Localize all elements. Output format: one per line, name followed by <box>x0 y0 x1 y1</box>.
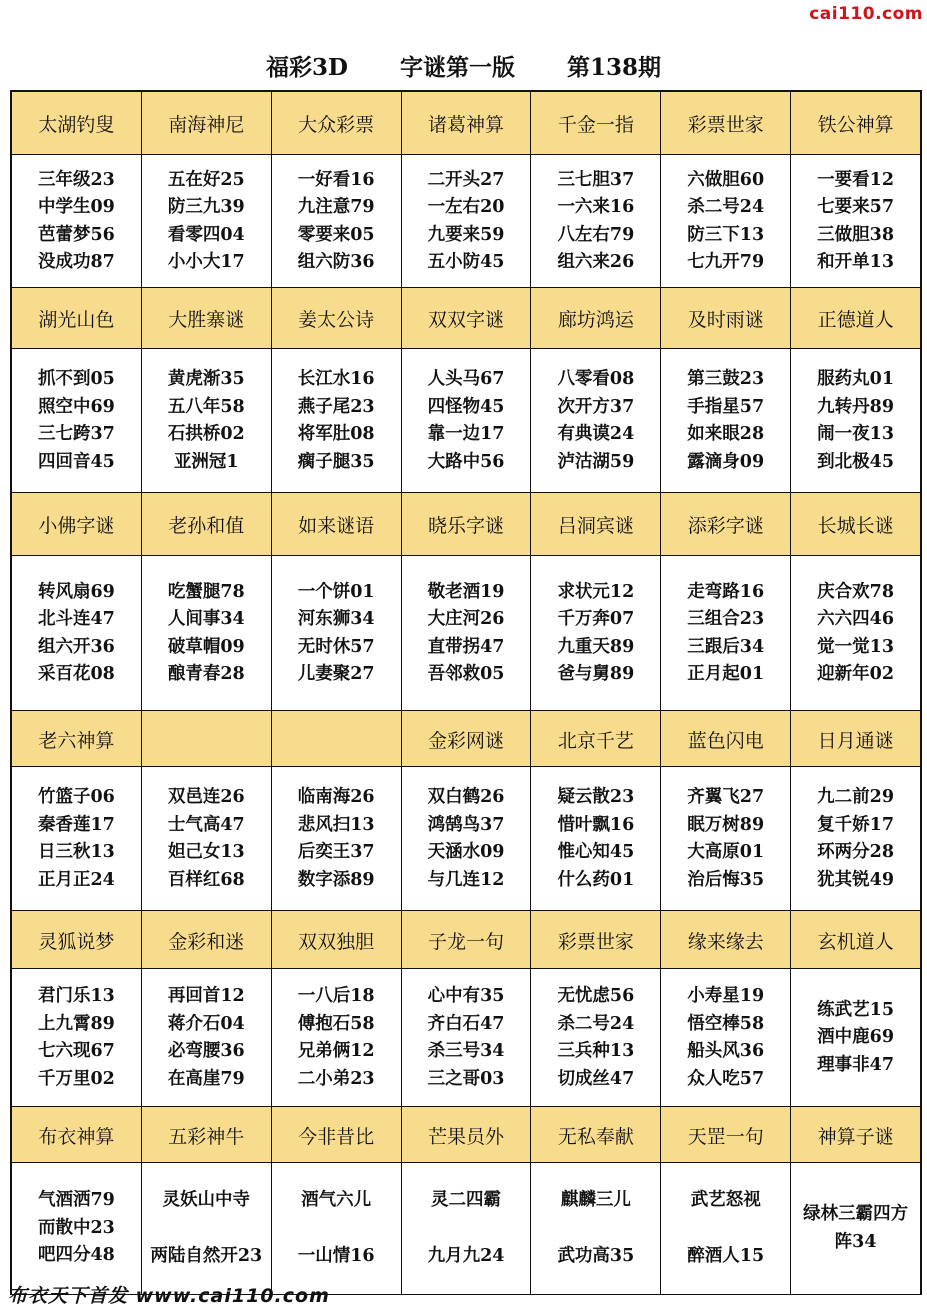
riddle-cell <box>142 767 272 911</box>
column-title: 老孙和值 <box>142 493 272 556</box>
footer-watermark: 布衣天下首发 www.cai110.com <box>8 1285 330 1307</box>
column-title: 铁公神算 <box>817 113 894 136</box>
riddle-line: 船头风36 <box>687 1041 765 1061</box>
riddle-line: 泸沽湖59 <box>557 451 635 472</box>
riddle-cell <box>791 1163 920 1294</box>
riddle-cell <box>142 556 272 711</box>
riddle-line: 五八年58 <box>167 396 245 417</box>
riddle-cell <box>531 969 661 1107</box>
riddle-line: 将军肚08 <box>297 424 375 444</box>
riddle-line: 无忧虑56 <box>557 986 635 1006</box>
riddle-line: 五小防45 <box>427 252 505 272</box>
riddle-line: 服药丸01 <box>817 369 895 389</box>
riddle-cell <box>402 969 532 1107</box>
riddle-line: 敬老酒19 <box>427 581 505 602</box>
riddle-line: 复千娇17 <box>817 814 895 835</box>
riddle-line: 杀二号24 <box>687 197 765 217</box>
riddle-cell <box>791 767 920 911</box>
riddle-line: 傅抱石58 <box>297 1013 375 1034</box>
riddle-line: 中学生09 <box>38 197 115 217</box>
title-row <box>12 92 920 154</box>
riddle-line: 防三九39 <box>167 197 245 217</box>
riddle-line: 灵二四霸 <box>431 1190 501 1210</box>
riddle-cell <box>531 556 661 711</box>
site-logo: cai110.com <box>809 4 923 24</box>
riddle-line: 阵34 <box>834 1231 877 1252</box>
riddle-line: 一好看16 <box>297 169 375 190</box>
riddle-line: 犹其锐49 <box>817 869 895 890</box>
riddle-line: 妲己女13 <box>167 842 245 862</box>
riddle-line: 小小大17 <box>167 252 245 272</box>
riddle-line: 一六来16 <box>557 197 635 217</box>
riddle-line: 日三秋13 <box>38 842 115 862</box>
riddle-line: 第三鼓23 <box>687 369 765 389</box>
riddle-row <box>12 968 920 1107</box>
riddle-line: 三跟后34 <box>687 636 765 657</box>
column-title: 廊坊鸿运 <box>531 288 661 349</box>
riddle-line: 八零看08 <box>557 369 635 389</box>
column-title: 太湖钓叟 <box>12 92 142 154</box>
riddle-line: 闹一夜13 <box>817 424 895 444</box>
riddle-line: 惜叶飘16 <box>557 814 635 835</box>
riddle-line: 悲风扫13 <box>297 814 375 835</box>
riddle-line: 三组合23 <box>687 609 765 629</box>
riddle-line: 灵妖山中寺 <box>162 1190 251 1210</box>
riddle-line: 转风扇69 <box>38 581 115 602</box>
riddle-line: 如来眼28 <box>687 424 765 444</box>
riddle-line: 而散中23 <box>38 1217 115 1238</box>
column-title: 添彩字谜 <box>661 493 791 556</box>
riddle-line: 气酒洒79 <box>38 1190 115 1211</box>
riddle-line: 临南海26 <box>297 787 375 807</box>
riddle-line: 大庄河26 <box>427 609 505 629</box>
title-row <box>12 287 920 349</box>
title-row <box>12 910 920 969</box>
riddle-line: 一八后18 <box>297 986 375 1006</box>
riddle-cell <box>142 969 272 1107</box>
column-title: 大胜寨谜 <box>142 288 272 349</box>
riddle-cell <box>142 1163 272 1294</box>
riddle-line: 正月正24 <box>38 869 115 890</box>
riddle-line: 河东狮34 <box>297 609 375 629</box>
riddle-line: 亚洲冠1 <box>173 451 239 472</box>
riddle-line: 直带拐47 <box>427 636 505 657</box>
column-title: 北京千艺 <box>531 711 661 767</box>
riddle-line: 悟空棒58 <box>687 1013 765 1034</box>
title-row <box>12 710 920 767</box>
riddle-row <box>12 154 920 288</box>
column-title: 晓乐字谜 <box>402 493 532 556</box>
riddle-cell <box>661 556 791 711</box>
riddle-cell <box>402 1163 532 1294</box>
column-title: 子龙一句 <box>402 911 532 969</box>
column-title: 布衣神算 <box>12 1107 142 1163</box>
column-title: 五彩神牛 <box>142 1107 272 1163</box>
issue-number: 第138期 <box>566 54 661 81</box>
riddle-cell <box>791 556 920 711</box>
riddle-line: 醉酒人15 <box>687 1245 765 1266</box>
riddle-row <box>12 555 920 711</box>
column-title <box>272 711 402 767</box>
riddle-line: 绿林三霸四方 <box>803 1204 909 1224</box>
riddle-row <box>12 766 920 911</box>
riddle-line: 齐翼飞27 <box>687 787 765 807</box>
column-title: 蓝色闪电 <box>661 711 791 767</box>
riddle-line: 小寿星19 <box>687 986 765 1006</box>
column-title: 如来谜语 <box>272 493 402 556</box>
riddle-cell <box>402 767 532 911</box>
column-title: 诸葛神算 <box>402 92 532 154</box>
riddle-line: 大路中56 <box>427 451 505 472</box>
riddle-line: 照空中69 <box>38 396 115 417</box>
riddle-line: 无时休57 <box>297 636 375 657</box>
riddle-line: 君门乐13 <box>38 986 115 1006</box>
riddle-line: 采百花08 <box>38 664 115 684</box>
riddle-line: 一要看12 <box>817 169 895 190</box>
riddle-cell <box>531 155 661 288</box>
column-title: 双双字谜 <box>402 288 532 349</box>
title-row <box>12 1106 920 1163</box>
riddle-line: 七九开79 <box>687 252 765 272</box>
column-title: 无私奉献 <box>531 1107 661 1163</box>
riddle-line: 数字添89 <box>297 869 375 890</box>
riddle-line: 酿青春28 <box>167 664 245 684</box>
riddle-line: 双邑连26 <box>167 787 245 807</box>
riddle-line: 三兵种13 <box>557 1041 635 1061</box>
column-title: 彩票世家 <box>661 92 791 154</box>
riddle-line: 惟心知45 <box>557 842 635 862</box>
riddle-line: 再回首12 <box>167 986 245 1006</box>
column-title: 日月通谜 <box>817 729 894 752</box>
column-title: 金彩网谜 <box>402 711 532 767</box>
riddle-line: 练武艺15 <box>817 999 895 1020</box>
riddle-line: 四怪物45 <box>427 396 505 417</box>
riddle-line: 破草帽09 <box>167 636 245 657</box>
riddle-line: 理事非47 <box>817 1054 895 1075</box>
riddle-line: 环两分28 <box>817 842 895 862</box>
riddle-line: 手指星57 <box>687 396 765 417</box>
riddle-cell <box>402 155 532 288</box>
riddle-line: 三之哥03 <box>427 1068 505 1089</box>
riddle-cell <box>272 155 402 288</box>
riddle-line: 爸与舅89 <box>557 664 635 684</box>
column-title: 湖光山色 <box>12 288 142 349</box>
riddle-line: 二小弟23 <box>297 1068 375 1089</box>
riddle-line: 有典谟24 <box>557 424 635 444</box>
riddle-grid <box>10 90 922 1295</box>
riddle-line: 长江水16 <box>297 369 375 389</box>
column-title: 天罡一句 <box>661 1107 791 1163</box>
edition-title: 字谜第一版 <box>399 54 515 81</box>
lottery-name: 福彩3D <box>266 54 348 81</box>
riddle-line: 心中有35 <box>427 986 505 1006</box>
riddle-line: 两陆自然开23 <box>150 1245 263 1266</box>
page-header <box>0 50 927 86</box>
column-title: 缘来缘去 <box>661 911 791 969</box>
title-row <box>12 492 920 556</box>
riddle-cell <box>791 349 920 493</box>
column-title: 长城长谜 <box>817 515 894 537</box>
riddle-line: 燕子尾23 <box>297 396 375 417</box>
riddle-line: 没成功87 <box>38 252 115 272</box>
column-title: 小佛字谜 <box>12 493 142 556</box>
column-title: 老六神算 <box>12 711 142 767</box>
riddle-line: 组六开36 <box>38 636 115 657</box>
column-title <box>142 711 272 767</box>
riddle-line: 防三下13 <box>687 224 765 245</box>
riddle-line: 人头马67 <box>427 369 505 389</box>
riddle-cell <box>12 155 142 288</box>
riddle-line: 吧四分48 <box>38 1245 115 1266</box>
riddle-cell <box>661 155 791 288</box>
riddle-cell <box>12 349 142 493</box>
riddle-line: 三七胆37 <box>557 169 635 190</box>
column-title: 千金一指 <box>531 92 661 154</box>
column-title: 金彩和迷 <box>142 911 272 969</box>
riddle-line: 齐白石47 <box>427 1013 505 1034</box>
riddle-line: 五在好25 <box>167 169 245 190</box>
riddle-line: 求状元12 <box>557 581 635 602</box>
riddle-line: 秦香莲17 <box>38 814 115 835</box>
riddle-line: 酒中鹿69 <box>817 1027 895 1048</box>
column-title: 玄机道人 <box>817 930 894 953</box>
riddle-cell <box>272 969 402 1107</box>
riddle-line: 疑云散23 <box>557 787 635 807</box>
riddle-line: 庆合欢78 <box>817 581 895 602</box>
riddle-line: 蒋介石04 <box>167 1013 245 1034</box>
column-title: 芒果员外 <box>402 1107 532 1163</box>
riddle-line: 麒麟三儿 <box>560 1190 631 1210</box>
riddle-line: 组六防36 <box>297 252 375 272</box>
riddle-line: 走弯路16 <box>687 581 765 602</box>
column-title: 南海神尼 <box>142 92 272 154</box>
riddle-line: 吃蟹腿78 <box>167 581 245 602</box>
riddle-line: 上九霄89 <box>38 1013 115 1034</box>
riddle-cell <box>791 155 920 288</box>
riddle-line: 四回音45 <box>38 451 115 472</box>
riddle-cell <box>142 155 272 288</box>
riddle-line: 二开头27 <box>427 169 505 190</box>
riddle-line: 觉一觉13 <box>817 636 895 657</box>
riddle-row <box>12 348 920 493</box>
riddle-line: 三七跨37 <box>38 424 115 444</box>
riddle-line: 六做胆60 <box>687 169 765 190</box>
riddle-line: 露滴身09 <box>687 451 765 472</box>
column-title: 姜太公诗 <box>272 288 402 349</box>
column-title: 灵狐说梦 <box>12 911 142 969</box>
riddle-line: 天涵水09 <box>427 842 505 862</box>
riddle-cell <box>661 1163 791 1294</box>
riddle-line: 切成丝47 <box>557 1068 635 1089</box>
riddle-cell <box>661 969 791 1107</box>
riddle-line: 百样红68 <box>167 869 245 890</box>
riddle-line: 士气高47 <box>167 814 245 835</box>
riddle-line: 六六四46 <box>817 609 895 629</box>
riddle-line: 三年级23 <box>38 169 115 190</box>
riddle-line: 黄虎渐35 <box>167 369 245 389</box>
riddle-line: 竹篮子06 <box>38 787 115 807</box>
riddle-line: 九重天89 <box>557 636 635 657</box>
column-title: 正德道人 <box>817 309 894 331</box>
riddle-line: 九转丹89 <box>817 396 895 417</box>
riddle-line: 吾邻救05 <box>427 664 505 684</box>
riddle-line: 三做胆38 <box>817 224 895 245</box>
riddle-line: 迎新年02 <box>817 664 895 684</box>
riddle-line: 儿妻聚27 <box>297 664 375 684</box>
riddle-line: 到北极45 <box>817 451 895 472</box>
riddle-line: 九要来59 <box>427 224 505 245</box>
riddle-line: 靠一边17 <box>427 424 505 444</box>
riddle-line: 武艺怒视 <box>690 1190 761 1210</box>
riddle-cell <box>272 1163 402 1294</box>
riddle-line: 看零四04 <box>167 224 245 245</box>
riddle-line: 双白鹤26 <box>427 787 505 807</box>
riddle-line: 千万里02 <box>38 1068 115 1089</box>
column-title: 大众彩票 <box>272 92 402 154</box>
riddle-line: 八左右79 <box>557 224 635 245</box>
column-title: 彩票世家 <box>531 911 661 969</box>
riddle-line: 零要来05 <box>297 224 375 245</box>
riddle-cell <box>272 556 402 711</box>
riddle-line: 什么药01 <box>557 869 635 890</box>
column-title: 神算子谜 <box>817 1125 894 1148</box>
riddle-cell <box>531 1163 661 1294</box>
riddle-line: 九二前29 <box>817 787 895 807</box>
riddle-line: 与几连12 <box>427 869 505 890</box>
riddle-row <box>12 1162 920 1294</box>
riddle-line: 七六现67 <box>38 1041 115 1061</box>
riddle-line: 千万奔07 <box>557 609 635 629</box>
riddle-cell <box>272 349 402 493</box>
riddle-line: 一左右20 <box>427 197 505 217</box>
riddle-line: 后奕王37 <box>297 842 375 862</box>
riddle-cell <box>531 767 661 911</box>
riddle-cell <box>402 556 532 711</box>
riddle-cell <box>12 767 142 911</box>
riddle-cell <box>142 349 272 493</box>
riddle-cell <box>661 767 791 911</box>
riddle-line: 九注意79 <box>297 197 375 217</box>
riddle-line: 必弯腰36 <box>167 1041 245 1061</box>
riddle-cell <box>402 349 532 493</box>
riddle-line: 酒气六儿 <box>301 1190 372 1210</box>
riddle-cell <box>12 556 142 711</box>
riddle-line: 眠万树89 <box>687 814 765 835</box>
riddle-line: 次开方37 <box>557 396 635 417</box>
riddle-line: 九月九24 <box>427 1245 505 1266</box>
riddle-line: 石拱桥02 <box>167 424 245 444</box>
riddle-line: 组六来26 <box>557 252 635 272</box>
column-title: 及时雨谜 <box>661 288 791 349</box>
riddle-line: 治后悔35 <box>687 869 765 890</box>
riddle-line: 众人吃57 <box>687 1068 765 1089</box>
column-title: 双双独胆 <box>272 911 402 969</box>
riddle-line: 一山情16 <box>297 1245 375 1266</box>
riddle-line: 和开单13 <box>817 252 895 272</box>
riddle-cell <box>661 349 791 493</box>
riddle-cell <box>272 767 402 911</box>
riddle-line: 正月起01 <box>687 664 765 684</box>
riddle-line: 芭蕾梦56 <box>38 224 115 245</box>
riddle-line: 在高崖79 <box>167 1068 245 1089</box>
riddle-line: 七要来57 <box>817 197 895 217</box>
riddle-cell <box>531 349 661 493</box>
riddle-line: 杀三号34 <box>427 1041 505 1061</box>
riddle-line: 兄弟俩12 <box>297 1041 375 1061</box>
riddle-line: 一个饼01 <box>297 581 375 602</box>
riddle-line: 鸿鹄鸟37 <box>427 814 505 835</box>
riddle-line: 人间事34 <box>167 609 245 629</box>
riddle-line: 杀二号24 <box>557 1013 635 1034</box>
riddle-line: 抓不到05 <box>38 369 115 389</box>
column-title: 今非昔比 <box>272 1107 402 1163</box>
riddle-line: 北斗连47 <box>38 609 115 629</box>
riddle-line: 瘸子腿35 <box>297 451 375 472</box>
riddle-line: 大高原01 <box>687 842 765 862</box>
column-title: 吕洞宾谜 <box>531 493 661 556</box>
riddle-cell <box>12 1163 142 1294</box>
riddle-line: 武功高35 <box>557 1245 635 1266</box>
riddle-cell <box>12 969 142 1107</box>
riddle-cell <box>791 969 920 1107</box>
